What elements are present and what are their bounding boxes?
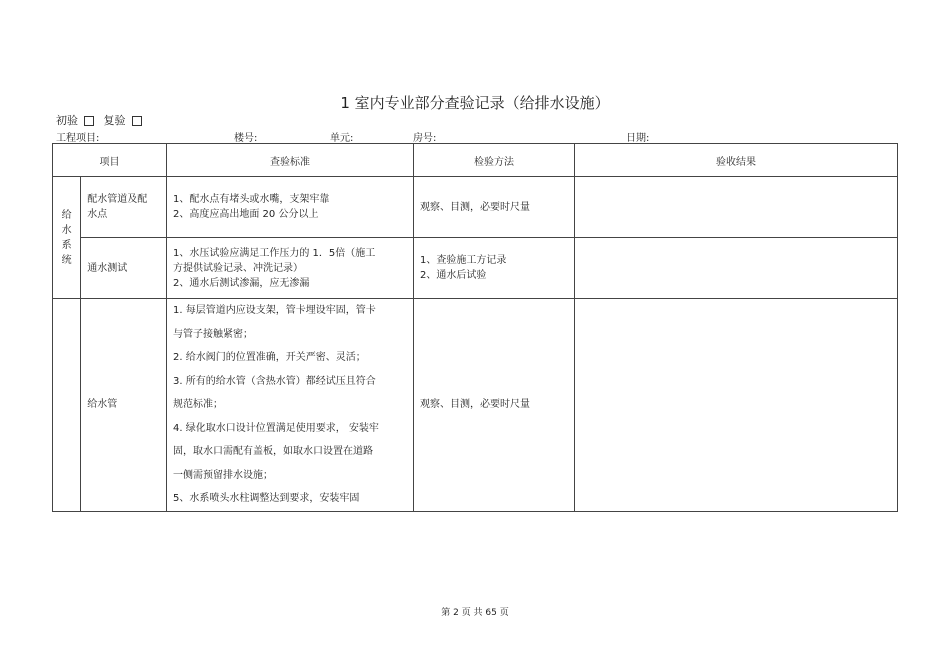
method-cell: 观察、目测，必要时尺量 — [414, 177, 575, 238]
table-row — [53, 299, 898, 512]
standard-cell: 1、配水点有堵头或水嘴，支架牢靠 2、高度应高出地面 20 公分以上 — [167, 177, 414, 238]
result-cell[interactable] — [575, 177, 898, 238]
header-standard: 查验标准 — [167, 144, 414, 177]
result-cell[interactable] — [575, 299, 898, 512]
item-cell: 给水管 — [81, 299, 167, 512]
item-cell: 通水测试 — [81, 238, 167, 299]
unit-label: 单元: — [330, 133, 354, 144]
project-label: 工程项目: — [56, 133, 100, 144]
first-inspection-checkbox[interactable] — [84, 116, 94, 126]
recheck-label: 复验 — [103, 114, 126, 127]
date-label: 日期: — [626, 133, 650, 144]
table-header-row — [53, 144, 898, 177]
result-cell[interactable] — [575, 238, 898, 299]
method-cell: 观察、目测，必要时尺量 — [414, 299, 575, 512]
header-item: 项目 — [53, 144, 167, 177]
table-row — [53, 177, 898, 238]
page-footer: 第 2 页 共 65 页 — [441, 608, 509, 618]
header-result: 验收结果 — [575, 144, 898, 177]
first-inspection-label: 初验 — [56, 114, 78, 127]
building-label: 楼号: — [234, 133, 258, 144]
table-row — [53, 238, 898, 299]
category-water-supply: 给 水 系 统 — [53, 177, 81, 299]
standard-cell: 1. 每层管道内应设支架，管卡埋设牢固，管卡 与管子接触紧密； 2. 给水阀门的位置准确，开关严密、灵活； 3. 所有的给水管（含热水管）都经试压且符合 规范标准； 4. 绿化取水口设计位置满足使用要求， 安装牢 固，取水口需配有盖板，如取水口设置在道路 一侧需预留排水设施； 5、水系喷头水柱调整达到要求，安装牢固 — [167, 299, 414, 512]
recheck-checkbox[interactable] — [132, 116, 142, 126]
method-cell: 1、查验施工方记录 2、通水后试验 — [414, 238, 575, 299]
item-cell: 配水管道及配 水点 — [81, 177, 167, 238]
room-label: 房号: — [413, 133, 437, 144]
category-empty — [53, 299, 81, 512]
header-method: 检验方法 — [414, 144, 575, 177]
page-title: 1 室内专业部分查验记录（给排水设施） — [340, 94, 610, 112]
inspection-table — [52, 143, 898, 512]
standard-cell: 1、水压试验应满足工作压力的 1．5倍（施工 方提供试验记录、冲洗记录） 2、通水后测试渗漏，应无渗漏 — [167, 238, 414, 299]
inspection-type-row — [56, 112, 148, 128]
